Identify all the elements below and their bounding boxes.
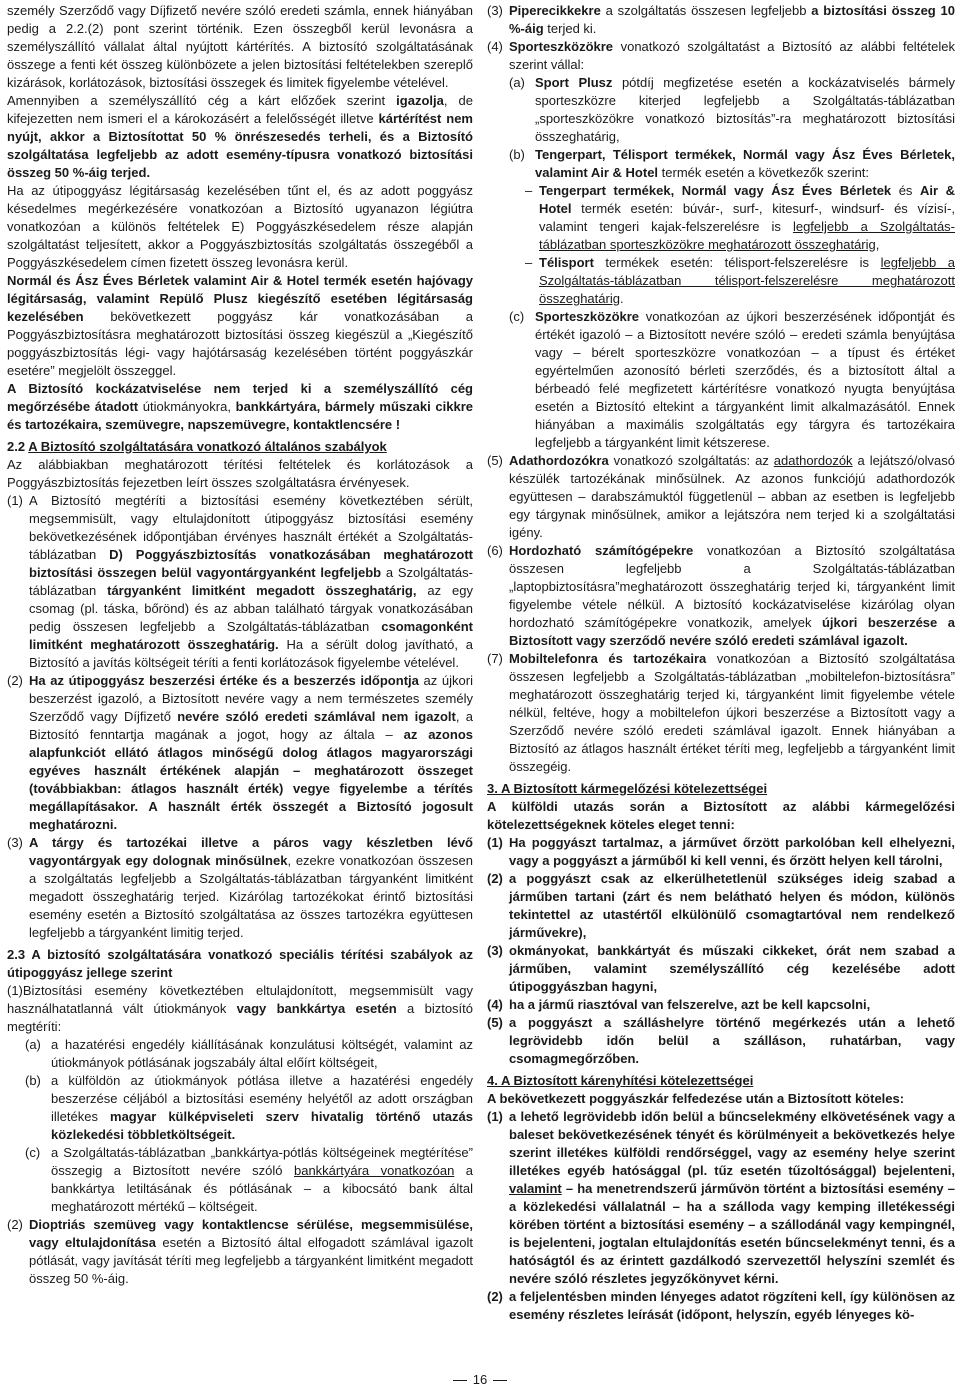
- dash-item-winter: – Télisport termékek esetén: télisport-felszerelésre is legfeljebb a Szolgáltatás-táblázatban télisport-felszerelésre meghatározott összeghatárig.: [525, 255, 955, 306]
- sub-item-a: (a) a hazatérési engedély kiállításának konzulátusi költségét, valamint az útiokmányok pótlásának jogszabály által előírt költségeit,: [25, 1037, 473, 1070]
- rule-item-sports: (4) Sporteszközökre vonatkozó szolgáltatást a Biztosító az alábbi feltételek szerint vállal:: [487, 39, 955, 72]
- sub-item-b: (b) a külföldön az útiokmányok pótlása illetve a hazatérési engedély beszerzése céljából a biztosítási esemény helyétől az adott országban illetékes magyar külképviseleti szerv hivatalig történő utazás közlekedési többletköltségeit.: [25, 1073, 473, 1142]
- rule-item-1: (1) A Biztosító megtéríti a biztosítási esemény következtében sérült, megsemmisült, vagy eltulajdonított útipoggyász biztosítási esemény bekövetkezésének időpontjában érvényes használt értékét a Szolgáltatás-táblázatban D) Poggyászbiztosítás vonatkozásában meghatározott biztosítási összegen belül vagyontárgyanként legfeljebb a Szolgáltatás-táblázatban tárgyanként limitként megadott összeghatárig, az egy csomag (pl. táska, bőrönd) és az abban található tárgyak vonatkozásában pedig összesen legfeljebb a Szolgáltatás-táblázatban csomagonként limitként meghatározott összeghatárig. Ha a sérült dolog javítható, a Biztosító a javítás költségeit téríti a fenti korlátozások figyelembe vételével.: [7, 493, 473, 670]
- rule-item-toiletries: (3) Piperecikkekre a szolgáltatás összesen legfeljebb a biztosítási összeg 10 %-áig terjed ki.: [487, 3, 955, 36]
- rule-item-laptops: (6) Hordozható számítógépekre vonatkozóan a Biztosító szolgáltatása összesen legfeljebb a Szolgáltatás-táblázatban „laptopbiztosításra”meghatározott összeghatárig terjed ki, tárgyanként limit figyelembe vétele nélkül. A biztosító kockázatviselése kizárólag olyan hordozható számítógépekre vonatkozik, amelyek újkori beszerzése a Biztosított vagy szerződő nevére szóló eredeti számlával igazolt.: [487, 543, 955, 648]
- rule-item-2: (2) Ha az útipoggyász beszerzési értéke és a beszerzés időpontja az újkori beszerzést igazoló, a Biztosított nevére vagy a nem természetes személy Szerződő vagy Díjfizető nevére szóló eredeti számlával nem igazolt, a Biztosító fenntartja magának a jogot, hogy az általa – az azonos alapfunkciót ellátó átlagos minőségű dolog átlagos magyarországi egyéves használt értékének alapján – meghatározott összeget (továbbiakban: átlagos használt érték) vegye figyelembe a térítés megállapításakor. A használt érték összegét a Biztosító jogosult meghatározni.: [7, 673, 473, 832]
- section-4-heading: 4. A Biztosított kárenyhítési kötelezettségei: [487, 1073, 754, 1088]
- paragraph-intro: személy Szerződő vagy Díjfizető nevére szóló eredeti számla, ennek hiányában pedig a 2.2.(2) pont szerint történik. Ezen összegből kerül levonásra a személyszállító vállalat által nyújtott kártérítés. A biztosító szolgáltatásának összege a fenti két összeg különbözete a jelen biztosítási feltételekben szereplő kizárások, korlátozások, biztosítási összegek és limitek figyelembe vételével.: [7, 3, 473, 90]
- sub-item-sport-plus: (a) Sport Plusz pótdíj megfizetése esetén a kockázatviselés bármely sporteszközre kiterjed legfeljebb a Szolgáltatás-táblázatban „sporteszközökre vonatkozó biztosítás”-ra meghatározott biztosítási összeghatárig,: [509, 75, 955, 144]
- paragraph-annual-pass: Normál és Ász Éves Bérletek valamint Air & Hotel termék esetén hajóvagy légitársaság, valamint Repülő Plusz kiegészítő esetében légitársaság kezelésében bekövetkezett poggyász kár vonatkozásában a Poggyászbiztosításra meghatározott biztosítási összeg kiegészül a „Kiegészítő poggyászbiztosítás légi- vagy hajótársaság kezelésében történt poggyászkár esetére” megjelölt összeggel.: [7, 273, 473, 378]
- list-item: (1) Ha poggyászt tartalmaz, a járművet őrzött parkolóban kell elhelyezni, vagy a poggyászt a járműből ki kell venni, és őrzött helyen kell tárolni,: [487, 835, 955, 868]
- prevention-list: [487, 834, 955, 1068]
- right-column: [487, 2, 955, 1324]
- page-number: 16: [440, 1372, 520, 1387]
- list-item: (4) ha a jármű riasztóval van felszerelve, azt be kell kapcsolni,: [487, 997, 871, 1012]
- rule-item-data-media: (5) Adathordozókra vonatkozó szolgáltatás: az adathordozók a lejátszó/olvasó készülék tartozékának minősülnek. Az azonos funkciójú adathordozók együttesen – darabszámuktól függetlenül – abban az esetben is legfeljebb egy tárgynak minősülnek, amikor a lejátszóra nem terjed ki a szolgáltatási igény.: [487, 453, 955, 540]
- rule-item-mobile: (7) Mobiltelefonra és tartozékaira vonatkozóan a Biztosító szolgáltatása összesen legfeljebb a Szolgáltatás-táblázatban „mobiltelefon-biztosításra” meghatározott összeghatárig terjed ki, tárgyanként limit figyelembe vétele nélkül, feltéve, hogy a mobiltelefon újkori beszerzése a Biztosított vagy a Szerződő nevére szóló eredeti számlával igazolt. Ennek hiányában a Biztosító az átlagos használt értéket téríti meg, legfeljebb a tárgyanként limit összegéig.: [487, 651, 956, 774]
- section-4-intro: A bekövetkezett poggyászkár felfedezése után a Biztosított köteles:: [487, 1091, 905, 1106]
- paragraph-carrier-liability: Amennyiben a személyszállító cég a kárt előzőek szerint igazolja, de kifejezetten nem ismeri el a károkozásért a felelősségét illetve kártérítést nem nyújt, akkor a Biztosítottat 50 % önrészesedés terheli, és a Biztosító szolgáltatása legfeljebb az adott esemény-típusra vonatkozó biztosítási összeg 50 %-áig terjed.: [7, 93, 473, 180]
- section-3-intro: A külföldi utazás során a Biztosított az alábbi kármegelőzési kötelezettségeknek köteles eleget tenni:: [487, 799, 955, 832]
- section-2-3-item-2: (2) Dioptriás szemüveg vagy kontaktlencse sérülése, megsemmisülése, vagy eltulajdonítása esetén a Biztosító által elfogadott számlával igazolt pótlását, vagy javítását téríti meg legfeljebb a tárgyanként limitként megadott összeg 50 %-áig.: [7, 1217, 473, 1286]
- rule-item-3: (3) A tárgy és tartozékai illetve a páros vagy készletben lévő vagyontárgyak egy dolognak minősülnek, ezekre vonatkozóan összesen a szolgáltatás legfeljebb a Szolgáltatás-táblázatban tárgyanként limitként megadott összeghatárig terjed. Kizárólag tartozékokat érintő biztosítási esemény esetén a Biztosító szolgáltatása az összes tartozékra együttesen legfeljebb a tárgyanként limitig terjed.: [7, 835, 473, 940]
- list-item: (2) a poggyászt csak az elkerülhetetlenül szükséges ideig szabad a járműben tartani (zárt és nem belátható helyen és módon, különös tekintettel az utastértől elkülönülő csomagtartóval nem rendelkező járművekre),: [487, 871, 955, 940]
- paragraph-airline-lost: Ha az útipoggyász légitársaság kezelésében tűnt el, és az adott poggyász késedelmes megérkezésére vonatkozóan a Biztosító ugyanazon légiútra vonatkozóan a különös feltételek E) Poggyászkésedelem része alapján szolgáltatást teljesített, akkor a Poggyászbiztosítás szolgáltatás összegéből a Poggyászkésedelem címen fizetett összeg levonásra kerül.: [7, 183, 473, 270]
- sub-item-products: (b) Tengerpart, Télisport termékek, Normál vagy Ász Éves Bérletek, valamint Air & Hotel termék esetén a következők szerint:: [509, 147, 955, 180]
- section-2-2-intro: Az alábbiakban meghatározott térítési feltételek és korlátozások a Poggyászbiztosítás fejezetben leírt összes szolgáltatásra érvényesek.: [7, 457, 473, 490]
- mitigation-item-2: (2) a feljelentésben minden lényeges adatot rögzíteni kell, így különösen az esemény részletes leírását (időpont, helyszín, egyéb lényeges kö-: [487, 1289, 955, 1322]
- dash-item-beach: – Tengerpart termékek, Normál vagy Ász Éves Bérletek és Air & Hotel termék esetén: búvár-, surf-, kitesurf-, windsurf- és vízisí-, valamint tengeri kajak-felszerelésre is legfeljebb a Szolgáltatás-táblázatban sporteszközökre meghatározott összeghatárig,: [525, 183, 955, 252]
- sub-item-c: (c) a Szolgáltatás-táblázatban „bankkártya-pótlás költségeinek megtérítése” összegig a Biztosított nevére szóló bankkártyára vonatkozóan a bankkártya letiltásának és pótlásának – a kibocsátó bank által meghatározott mértékű – költségeit.: [25, 1145, 473, 1214]
- sub-item-sport-invoice: (c) Sporteszközökre vonatkozóan az újkori beszerzésének időpontját és értékét igazoló – a Biztosított nevére szóló – eredeti számla benyújtása vagy – bérelt sporteszközre vonatkozóan – a típust és értéket egyértelműen azonosító bérleti szerződés, és a biztosított által a bérbeadó felé megfizetett kártérítésre vonatkozó nyugta benyújtása esetén a Biztosító eltekint a tárgyanként limit alkalmazásától. Ennek hiányában a maximális szolgáltatás egy tárgyra és tartozékaira legfeljebb a tárgyanként limit kétszerese.: [509, 309, 955, 450]
- section-2-3-item-1: (1)Biztosítási esemény következtében eltulajdonított, megsemmisült vagy használhatatlanná vált útiokmányok vagy bankkártya esetén a biztosító megtéríti:: [7, 983, 474, 1034]
- list-item: (3) okmányokat, bankkártyát és műszaki cikkeket, órát nem szabad a járműben, valamint személyszállító cég kezelésébe adott útipoggyászban hagyni,: [487, 943, 955, 994]
- left-column: [7, 2, 473, 1288]
- list-item: (5) a poggyászt a szálláshelyre történő megérkezés után a lehető legrövidebb időn belül a szálláson, ruhatárban, vagy csomagmegőrzőben.: [487, 1015, 955, 1066]
- section-2-3-heading: 2.3 A biztosító szolgáltatására vonatkozó speciális térítési szabályok az útipoggyász jellege szerint: [7, 947, 473, 980]
- section-2-2-heading: 2.2 A Biztosító szolgáltatására vonatkozó általános szabályok: [7, 439, 387, 454]
- paragraph-exclusion: A Biztosító kockázatviselése nem terjed ki a személyszállító cég megőrzésébe átadott útiokmányokra, bankkártyára, bármely műszaki cikkre és tartozékaira, szemüvegre, napszemüvegre, kontaktlencsére !: [7, 381, 473, 432]
- mitigation-item-1: (1) a lehető legrövidebb időn belül a bűncselekmény elkövetésének vagy a baleset bekövetkezésének tényét és körülményeit a bekövetkezés helye szerint illetékes külföldi rendőrséggel, vagy az esemény helye szerint illetékes egyéb hatósággal (pl. tűz esetén tűzoltósággal) bejelenteni, valamint – ha menetrendszerű járművön történt a biztosítási esemény – a közlekedési vállalatnál – ha a szálloda vagy kemping illetékességi körében történt a biztosítási esemény – a szállodánál vagy kempingnél, is bejelenteni, jogtalan eltulajdonítás esetén bűncselekményt tenni, és a hatóságtól és az érintett gazdálkodó szervezettől helyszíni szemlét és nevére szóló részletes jegyzőkönyvet kérni.: [487, 1109, 955, 1286]
- section-3-heading: 3. A Biztosított kármegelőzési kötelezettségei: [487, 781, 768, 796]
